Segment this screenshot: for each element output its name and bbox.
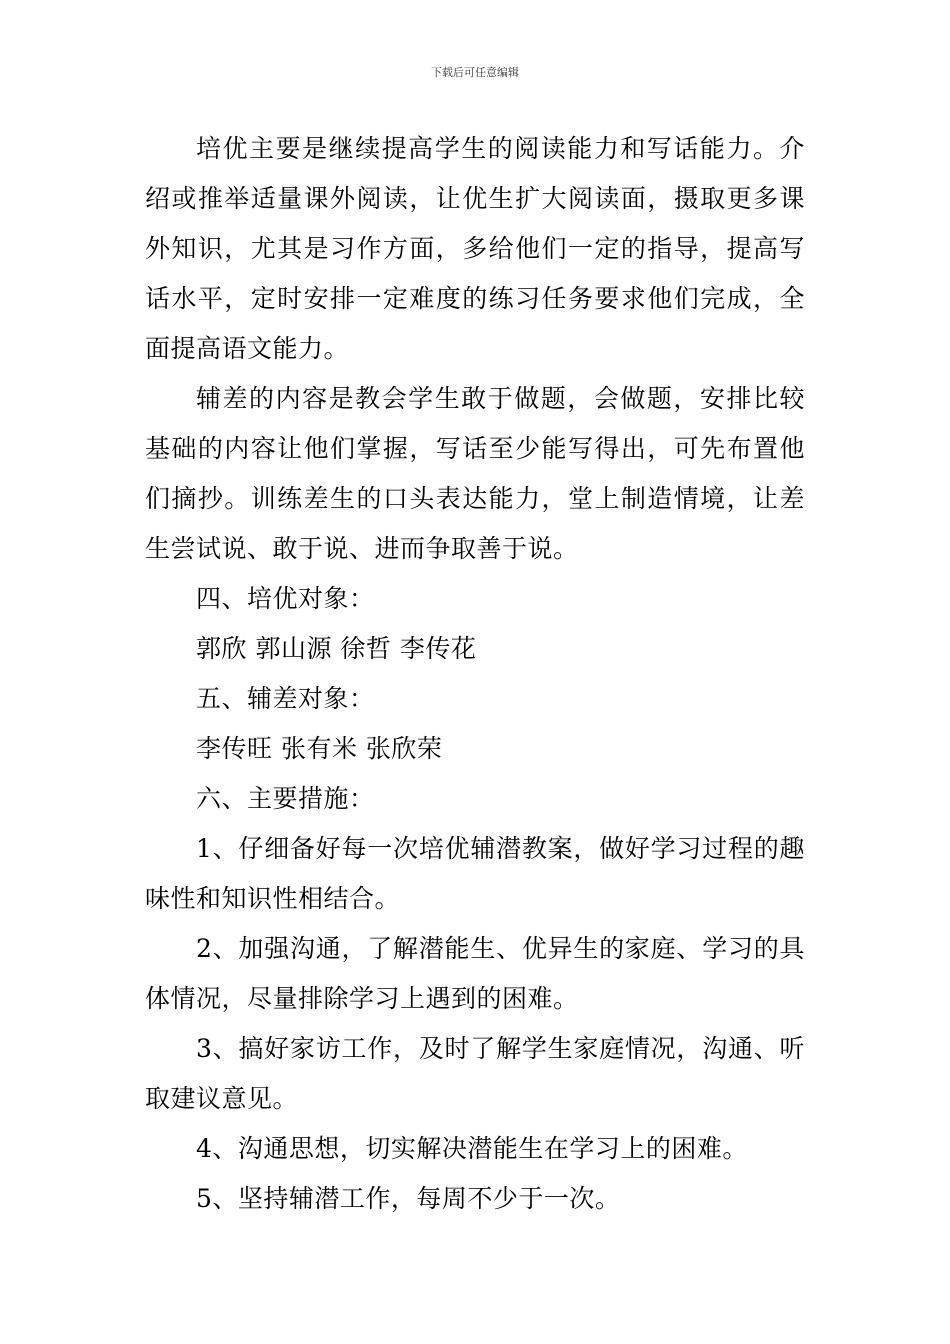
page-header: 下载后可任意编辑 [431,66,519,79]
measure-item-3: 3、搞好家访工作，及时了解学生家庭情况，沟通、听取建议意见。 [145,1034,805,1113]
heading-main-measures: 六、主要措施： [196,784,375,813]
document-body [145,124,805,1224]
measure-item-2: 2、加强沟通，了解潜能生、优异生的家庭、学习的具体情况，尽量排除学习上遇到的困难。 [145,934,805,1013]
peiyou-student-list: 郭欣 郭山源 徐哲 李传花 [196,634,477,663]
fucha-student-list: 李传旺 张有米 张欣荣 [196,734,443,763]
measure-item-1: 1、仔细备好每一次培优辅潜教案，做好学习过程的趣味性和知识性相结合。 [145,834,805,913]
measure-item-4: 4、沟通思想，切实解决潜能生在学习上的困难。 [196,1134,748,1163]
heading-peiyou-targets: 四、培优对象： [196,584,375,613]
heading-fucha-targets: 五、辅差对象： [196,684,375,713]
paragraph-peiyou-content: 培优主要是继续提高学生的阅读能力和写话能力。介绍或推举适量课外阅读，让优生扩大阅读面，摄取更多课外知识，尤其是习作方面，多给他们一定的指导，提高写话水平，定时安排一定难度的练习任务要求他们完成，全面提高语文能力。 [145,134,805,363]
paragraph-fucha-content: 辅差的内容是教会学生敢于做题，会做题，安排比较基础的内容让他们掌握，写话至少能写得出，可先布置他们摘抄。训练差生的口头表达能力，堂上制造情境，让差生尝试说、敢于说、进而争取善于说。 [145,384,805,563]
measure-item-5: 5、坚持辅潜工作，每周不少于一次。 [196,1184,621,1213]
